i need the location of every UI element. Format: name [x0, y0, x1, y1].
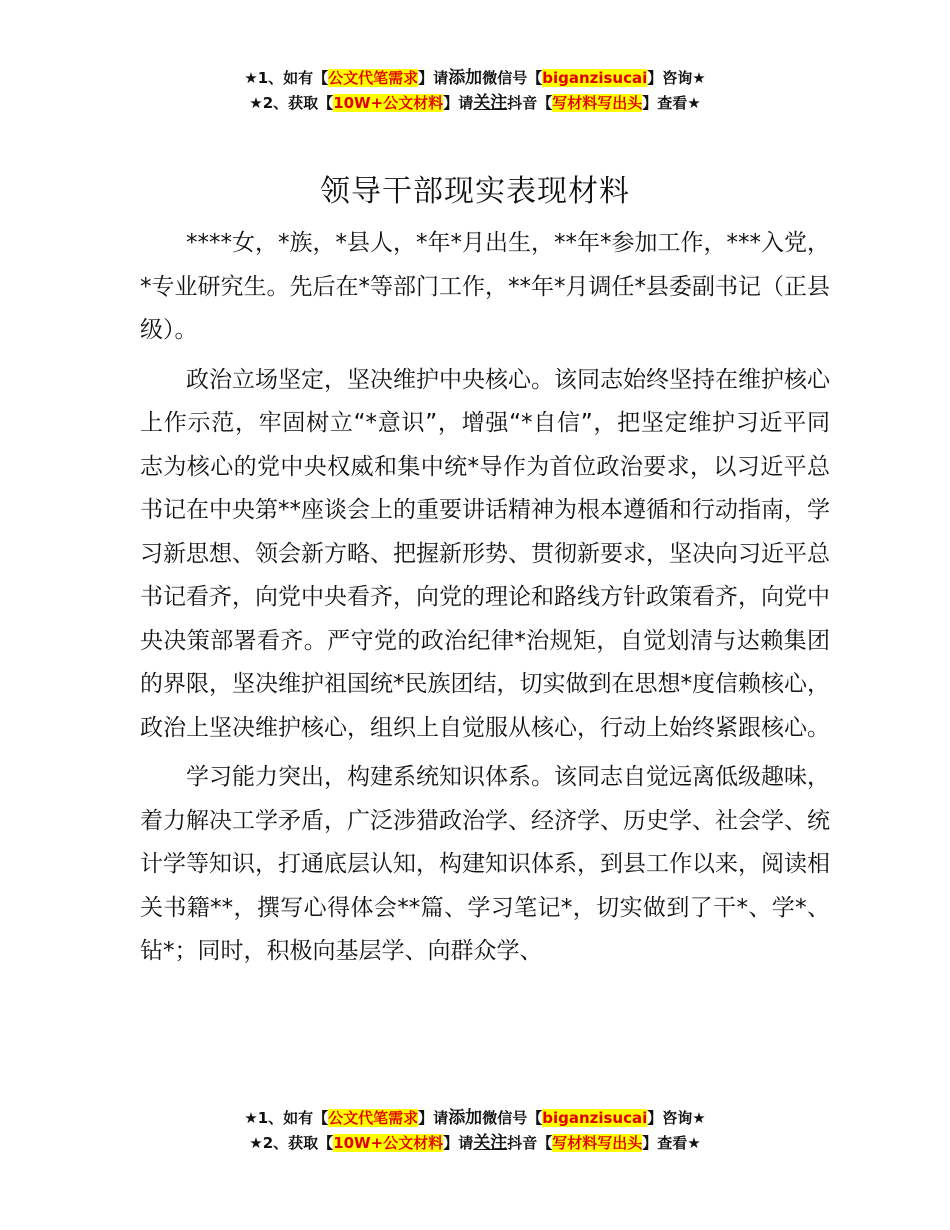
banner-text: 】请 [443, 94, 474, 112]
document-body [140, 222, 830, 974]
banner-highlight: 写材料写出头 [552, 94, 643, 112]
banner-text: 】查看★ [642, 1134, 701, 1152]
banner-text: 微信号【 [482, 69, 543, 87]
banner-text: 抖音【 [507, 1134, 553, 1152]
banner-highlight: 10W+公文材料 [333, 94, 444, 112]
banner-text: 】查看★ [642, 94, 701, 112]
banner-text: ★1、如有【 [244, 69, 329, 87]
banner-line-1 [0, 1106, 950, 1131]
banner-text: 抖音【 [507, 94, 553, 112]
banner-text: 】咨询★ [647, 1109, 706, 1127]
banner-text: 】请 [418, 69, 449, 87]
banner-text: ★2、获取【 [249, 1134, 334, 1152]
banner-underlined: 关注 [473, 93, 508, 113]
banner-highlight: 10W+公文材料 [333, 1134, 444, 1152]
banner-highlight: biganzisucai [542, 1109, 648, 1127]
header-banner [0, 66, 950, 116]
footer-banner [0, 1106, 950, 1156]
banner-line-1 [0, 66, 950, 91]
paragraph-political: 政治立场坚定，坚决维护中央核心。该同志始终坚持在维护核心上作示范，牢固树立“*意识”，增强“*自信”，把坚定维护习近平同志为核心的党中央权威和集中统*导作为首位政治要求，以习近平总书记在中央第**座谈会上的重要讲话精神为根本遵循和行动指南，学习新思想、领会新方略、把握新形势、贯彻新要求，坚决向习近平总书记看齐，向党中央看齐，向党的理论和路线方针政策看齐，向党中央决策部署看齐。严守党的政治纪律*治规矩，自觉划清与达赖集团的界限，坚决维护祖国统*民族团结，切实做到在思想*度信赖核心，政治上坚决维护核心，组织上自觉服从核心，行动上始终紧跟核心。 [140, 366, 830, 741]
banner-highlight: 写材料写出头 [552, 1134, 643, 1152]
banner-underlined: 关注 [473, 1133, 508, 1153]
banner-line-2 [0, 1131, 950, 1156]
banner-text: 微信号【 [482, 1109, 543, 1127]
banner-text: ★1、如有【 [244, 1109, 329, 1127]
banner-text: 】请 [443, 1134, 474, 1152]
banner-text: ★2、获取【 [249, 94, 334, 112]
banner-text: 】咨询★ [647, 69, 706, 87]
banner-highlight: 公文代笔需求 [328, 69, 419, 87]
banner-text: 】请 [418, 1109, 449, 1127]
banner-highlight: biganzisucai [542, 69, 648, 87]
paragraph-intro: ****女，*族，*县人，*年*月出生，**年*参加工作，***入党，*专业研究生。先后在*等部门工作，**年*月调任*县委副书记（正县级）。 [140, 230, 830, 343]
banner-line-2 [0, 91, 950, 116]
banner-highlight: 公文代笔需求 [328, 1109, 419, 1127]
document-title: 领导干部现实表现材料 [320, 174, 630, 209]
paragraph-learning: 学习能力突出，构建系统知识体系。该同志自觉远离低级趣味，着力解决工学矛盾，广泛涉猎政治学、经济学、历史学、社会学、统计学等知识，打通底层认知，构建知识体系，到县工作以来，阅读相关书籍**，撰写心得体会**篇、学习笔记*，切实做到了干*、学*、钻*；同时，积极向基层学、向群众学、 [140, 764, 830, 964]
banner-text: 添加 [448, 1108, 483, 1128]
banner-text: 添加 [448, 68, 483, 88]
